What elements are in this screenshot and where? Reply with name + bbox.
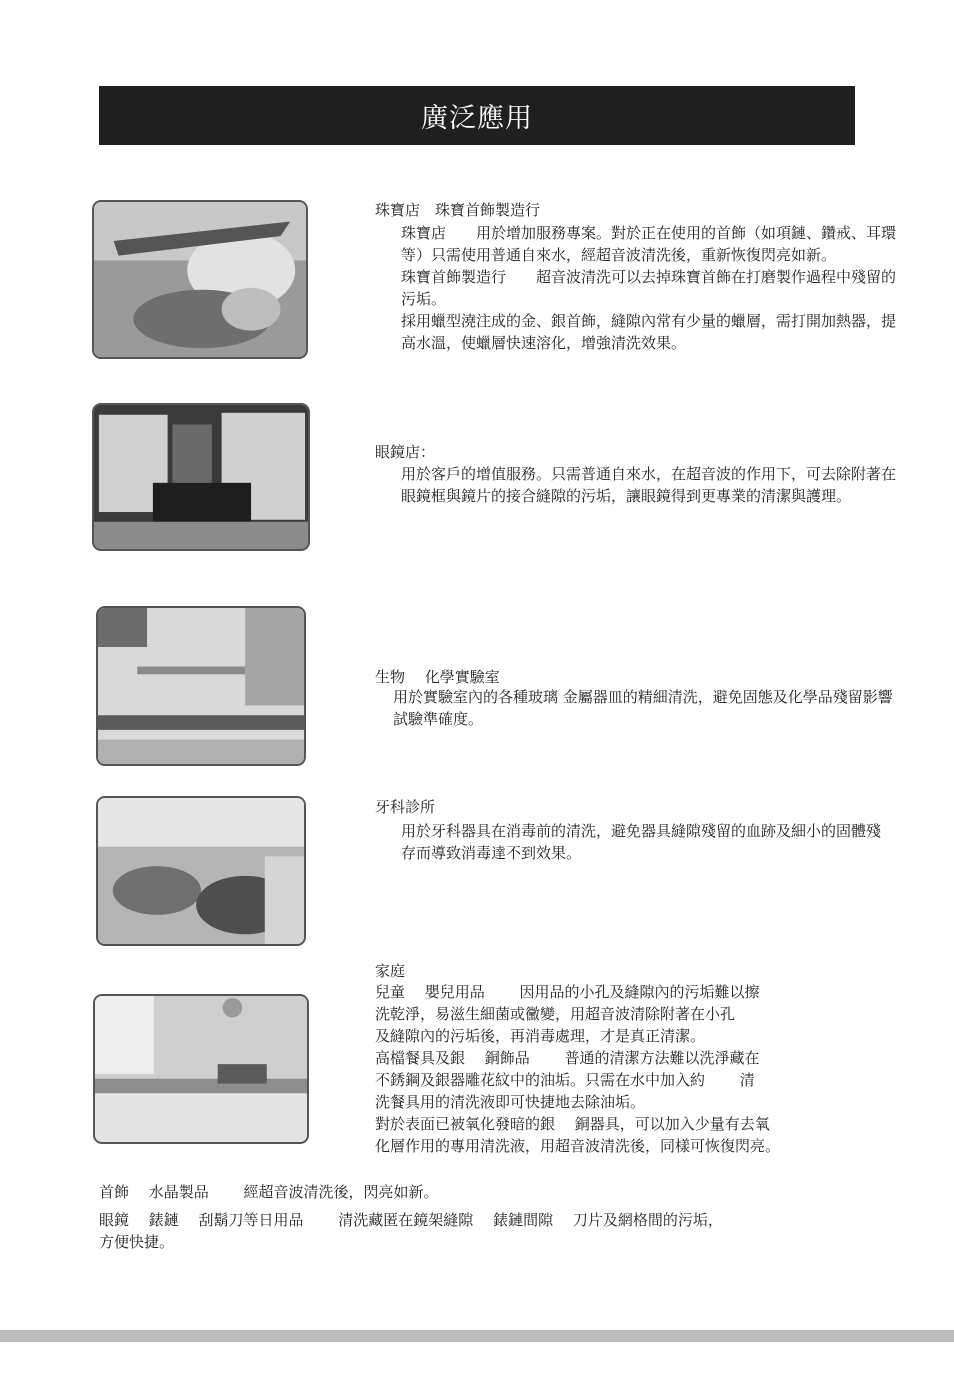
footer-divider [0, 1330, 954, 1342]
optical-store-photo [92, 403, 310, 551]
lab-paragraph: 用於實驗室內的各種玻璃 金屬器皿的精細清洗，避免固態及化學品殘留影響試驗準確度。 [393, 688, 893, 728]
home-line: 洗餐具用的清洗液即可快捷地去除油垢。 [375, 1093, 646, 1111]
bottom-line-1: 首飾 水晶製品 經超音波清洗後，閃亮如新。 [99, 1183, 439, 1201]
lab-heading: 生物 化學實驗室 [375, 668, 500, 686]
laboratory-photo [96, 606, 306, 766]
jewelry-text [401, 222, 901, 354]
bottom-line-2: 眼鏡 錶鏈 刮鬍刀等日用品 清洗藏匿在鏡架縫隙 錶鏈間隙 刀片及網格間的污垢， [99, 1211, 723, 1229]
page-title: 廣泛應用 [99, 86, 855, 145]
kitchen-photo [93, 994, 309, 1144]
jewelry-photo [92, 200, 308, 359]
home-line: 化層作用的專用清洗液，用超音波清洗後，同樣可恢復閃亮。 [375, 1137, 781, 1155]
home-line: 洗乾淨，易滋生細菌或黴變，用超音波清除附著在小孔 [375, 1005, 736, 1023]
jewelry-heading: 珠寶店 珠寶首飾製造行 [375, 201, 541, 219]
home-heading: 家庭 [375, 962, 406, 980]
lab-text [393, 686, 903, 730]
optical-heading: 眼鏡店： [375, 443, 436, 461]
bottom-text [99, 1181, 899, 1253]
dental-heading: 牙科診所 [375, 798, 436, 816]
home-line: 高檔餐具及銀 銅飾品 普通的清潔方法難以洗淨藏在 [375, 1049, 760, 1067]
optical-text [401, 463, 901, 507]
dental-clinic-photo [96, 796, 306, 946]
home-line: 不銹鋼及銀器雕花紋中的油垢。只需在水中加入約 清 [375, 1071, 755, 1089]
bottom-line-3: 方便快捷。 [99, 1233, 175, 1251]
jewelry-paragraph-1: 珠寶店 用於增加服務專案。對於正在使用的首飾（如項鏈、鑽戒、耳環等）只需使用普通自來水，經超音波清洗後，重新恢復閃亮如新。 [401, 224, 897, 264]
dental-text [401, 820, 891, 864]
home-line: 對於表面已被氧化發暗的銀 銅器具，可以加入少量有去氧 [375, 1115, 770, 1133]
home-line: 及縫隙內的污垢後，再消毒處理，才是真正清潔。 [375, 1027, 706, 1045]
home-line: 兒童 嬰兒用品 因用品的小孔及縫隙內的污垢難以擦 [375, 983, 760, 1001]
jewelry-paragraph-2: 珠寶首飾製造行 超音波清洗可以去掉珠寶首飾在打磨製作過程中殘留的污垢。 [401, 268, 897, 308]
jewelry-paragraph-3: 採用蠟型澆注成的金、銀首飾，縫隙內常有少量的蠟層，需打開加熱器，提高水溫，使蠟層快速溶化，增強清洗效果。 [401, 312, 897, 352]
home-text [375, 981, 920, 1157]
dental-paragraph: 用於牙科器具在消毒前的清洗，避免器具縫隙殘留的血跡及細小的固體殘存而導致消毒達不到效果。 [401, 822, 882, 862]
optical-paragraph: 用於客戶的增值服務。只需普通自來水，在超音波的作用下，可去除附著在眼鏡框與鏡片的接合縫隙的污垢，讓眼鏡得到更專業的清潔與護理。 [401, 465, 897, 505]
